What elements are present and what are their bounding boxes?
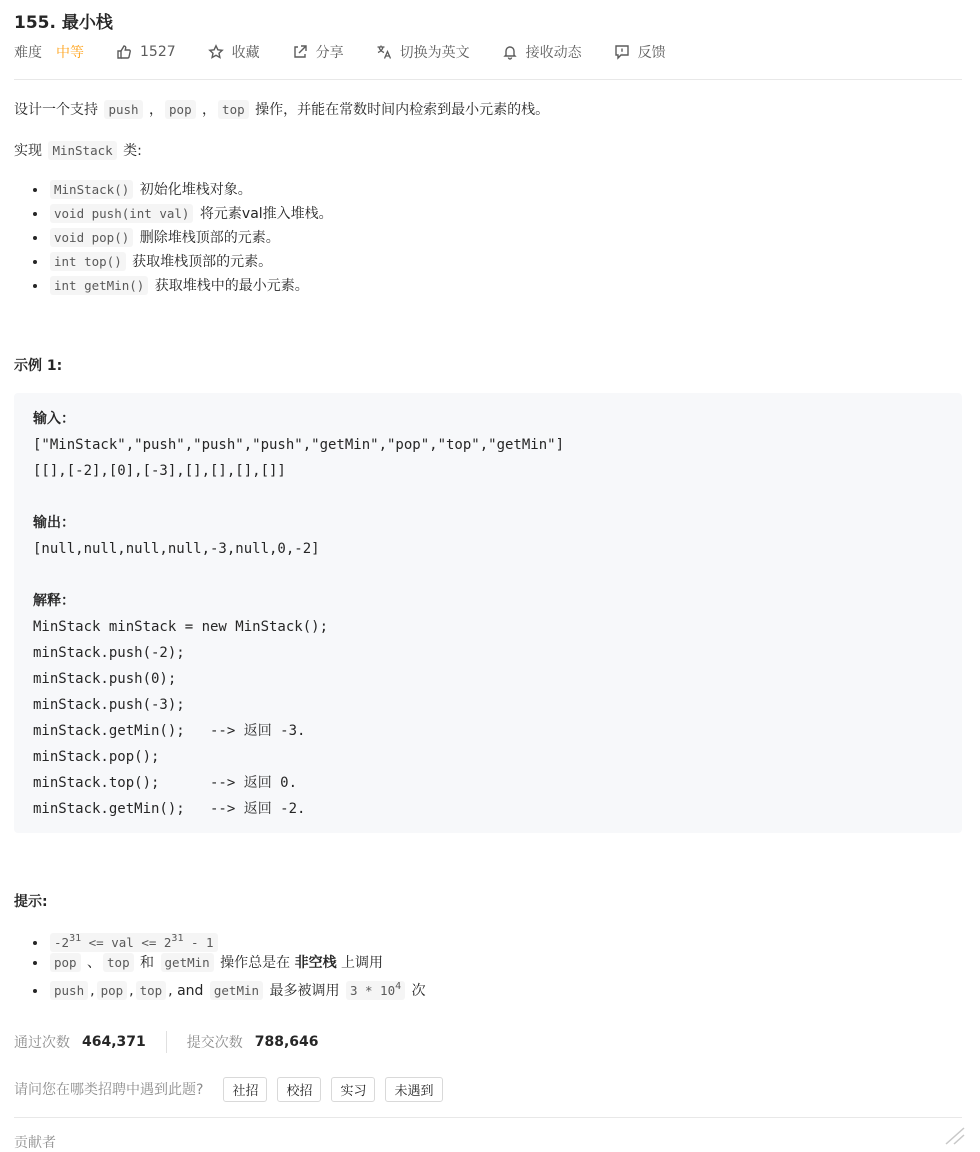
desc-text: 删除堆栈顶部的元素。	[135, 230, 280, 246]
inline-code: push	[104, 100, 142, 119]
explain-line: minStack.top(); --> 返回 0.	[33, 775, 298, 791]
desc-text: 操作总是在	[215, 955, 295, 971]
input-line: ["MinStack","push","push","push","getMin","pop","top","getMin"]	[33, 437, 565, 453]
method-list	[14, 178, 333, 298]
share-button[interactable]	[292, 42, 344, 62]
inline-code: top	[136, 981, 167, 1000]
list-item	[48, 178, 333, 202]
favorite-button[interactable]	[208, 42, 260, 62]
example-code	[33, 406, 564, 822]
inline-code: top	[218, 100, 249, 119]
survey-question: 请问您在哪类招聘中遇到此题?	[14, 1082, 204, 1098]
accepted-label: 通过次数	[14, 1035, 70, 1051]
desc-text: 初始化堆栈对象。	[135, 182, 252, 198]
input-label: 输入：	[33, 411, 75, 427]
desc-text: 最多被调用	[265, 983, 344, 999]
desc-text: 实现	[14, 143, 47, 159]
desc-text: 和	[135, 955, 159, 971]
superscript: 31	[171, 933, 184, 944]
desc-text: 上调用	[336, 955, 384, 971]
inline-code: push	[50, 981, 88, 1000]
explain-line: minStack.getMin(); --> 返回 -3.	[33, 723, 306, 739]
interview-survey	[14, 1077, 443, 1101]
output-line: [null,null,null,null,-3,null,0,-2]	[33, 541, 320, 557]
inline-code: void push(int val)	[50, 204, 193, 223]
submitted-count: 788,646	[254, 1034, 319, 1050]
survey-option-never[interactable]: 未遇到	[385, 1077, 442, 1102]
favorite-label: 收藏	[231, 45, 260, 61]
inline-code: top	[103, 953, 134, 972]
implement-line	[14, 139, 142, 163]
thumbs-up-icon	[116, 44, 132, 60]
list-item	[48, 927, 426, 951]
explain-line: minStack.getMin(); --> 返回 -2.	[33, 801, 306, 817]
accepted-count: 464,371	[82, 1034, 146, 1050]
inline-code: MinStack()	[50, 180, 133, 199]
explain-line: minStack.push(-3);	[33, 697, 185, 713]
inline-code: int top()	[50, 252, 126, 271]
explain-label: 解释：	[33, 593, 75, 609]
list-item	[48, 202, 333, 226]
list-item	[48, 250, 333, 274]
notify-label: 接收动态	[525, 45, 582, 61]
section-divider	[14, 1117, 962, 1118]
desc-text: 获取堆栈顶部的元素。	[127, 254, 273, 270]
inline-code: getMin	[161, 953, 214, 972]
superscript: 4	[395, 981, 402, 992]
desc-text: 将元素val推入堆栈。	[195, 206, 333, 222]
desc-text: ,	[129, 983, 134, 999]
list-item	[48, 975, 426, 999]
inline-code: getMin	[210, 981, 263, 1000]
inline-code	[50, 933, 218, 952]
feedback-icon	[614, 44, 630, 60]
explain-line: MinStack minStack = new MinStack();	[33, 619, 329, 635]
like-count: 1527	[140, 44, 176, 60]
inline-code: pop	[50, 953, 81, 972]
hints-list	[14, 927, 426, 999]
explain-line: minStack.push(0);	[33, 671, 177, 687]
contributors-label: 贡献者	[14, 1135, 56, 1151]
feedback-label: 反馈	[637, 45, 666, 61]
inline-code	[346, 981, 405, 1000]
list-item	[48, 951, 426, 975]
input-line: [[],[-2],[0],[-3],[],[],[],[]]	[33, 463, 286, 479]
header-divider	[14, 79, 962, 80]
stats-divider	[166, 1031, 167, 1053]
share-icon	[292, 44, 308, 60]
inline-code: void pop()	[50, 228, 133, 247]
emphasis-text: 非空栈	[294, 955, 337, 971]
submission-stats	[14, 1030, 319, 1054]
inline-code: MinStack	[48, 141, 116, 160]
list-item	[48, 274, 333, 298]
star-icon	[208, 44, 224, 60]
desc-text: , and	[168, 983, 208, 999]
desc-text: 次	[407, 983, 426, 999]
list-item	[48, 226, 333, 250]
difficulty-badge: 中等	[56, 45, 84, 61]
survey-option-social[interactable]: 社招	[223, 1077, 267, 1102]
desc-text: 类:	[118, 143, 142, 159]
desc-text: 操作，并能在常数时间内检索到最小元素的栈。	[250, 102, 550, 118]
example-title: 示例 1:	[14, 358, 63, 374]
hints-title: 提示:	[14, 894, 48, 910]
desc-text: ，	[197, 102, 217, 118]
inline-code: pop	[97, 981, 128, 1000]
difficulty-label: 难度	[14, 45, 42, 61]
switch-language-label: 切换为英文	[399, 45, 470, 61]
problem-title: 155. 最小栈	[14, 13, 113, 33]
like-button[interactable]	[116, 44, 176, 60]
survey-option-campus[interactable]: 校招	[277, 1077, 321, 1102]
translate-icon	[376, 44, 392, 60]
bell-icon	[502, 44, 518, 60]
code-text: 3 * 10	[349, 983, 396, 998]
code-text: - 1	[183, 935, 214, 950]
code-text: <= val <= 2	[81, 935, 172, 950]
example-block	[14, 393, 962, 833]
code-text: -2	[54, 935, 70, 950]
resize-handle-icon[interactable]	[942, 1124, 968, 1146]
problem-meta-bar	[14, 42, 698, 62]
explain-line: minStack.push(-2);	[33, 645, 185, 661]
desc-text: ，	[144, 102, 164, 118]
explain-line: minStack.pop();	[33, 749, 160, 765]
inline-code: int getMin()	[50, 276, 148, 295]
submitted-label: 提交次数	[186, 1035, 243, 1051]
desc-text: 设计一个支持	[14, 102, 103, 118]
output-label: 输出：	[33, 515, 75, 531]
desc-text: ,	[90, 983, 95, 999]
notify-button[interactable]	[502, 42, 582, 62]
switch-language-button[interactable]	[376, 42, 470, 62]
desc-text: 获取堆栈中的最小元素。	[150, 278, 309, 294]
inline-code: pop	[165, 100, 196, 119]
problem-description	[14, 98, 962, 122]
survey-option-intern[interactable]: 实习	[331, 1077, 375, 1102]
feedback-button[interactable]	[614, 42, 666, 62]
share-label: 分享	[315, 45, 344, 61]
desc-text: 、	[82, 955, 102, 971]
superscript: 31	[69, 933, 82, 944]
